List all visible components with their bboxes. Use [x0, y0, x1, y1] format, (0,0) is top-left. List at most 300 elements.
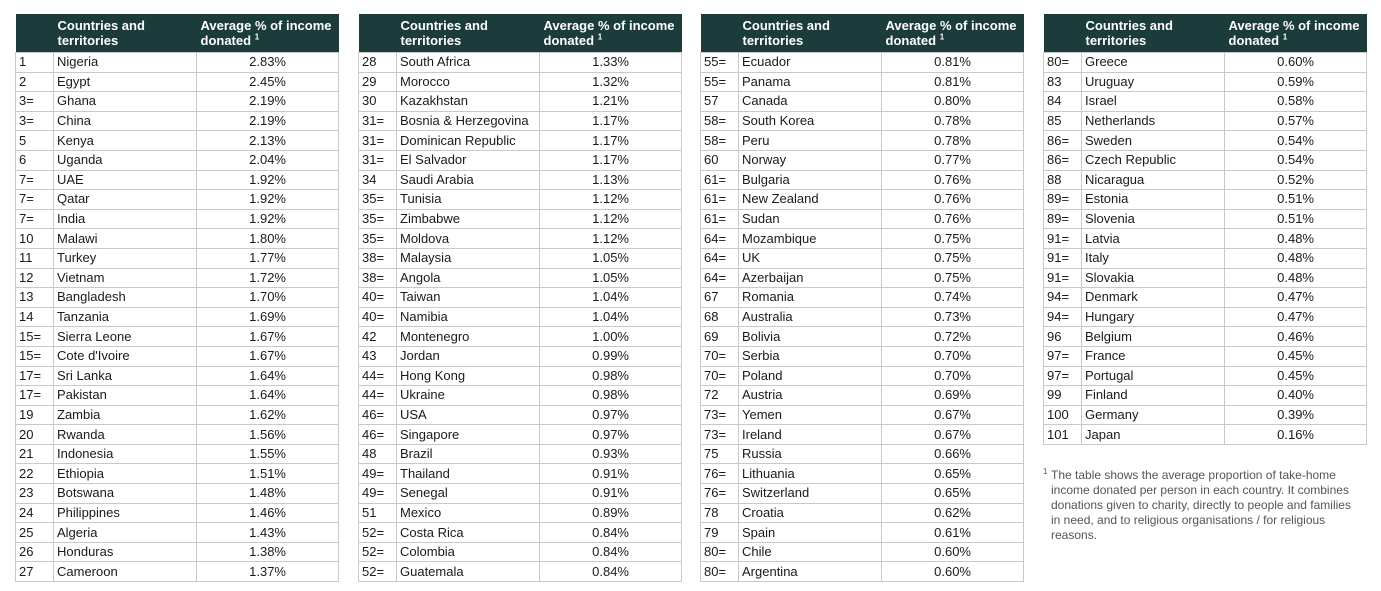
country-cell: Argentina — [739, 562, 882, 582]
value-cell: 2.45% — [197, 72, 339, 92]
value-cell: 1.05% — [540, 268, 682, 288]
country-cell: Mexico — [397, 503, 540, 523]
value-cell: 0.91% — [540, 484, 682, 504]
table-row — [1044, 190, 1367, 210]
country-cell: India — [54, 209, 197, 229]
value-cell: 1.13% — [540, 170, 682, 190]
table-row — [701, 268, 1024, 288]
table-row — [701, 131, 1024, 151]
value-cell: 0.97% — [540, 425, 682, 445]
rank-cell: 25 — [16, 523, 54, 543]
table-row — [359, 53, 682, 73]
rank-cell: 57 — [701, 92, 739, 112]
table-row — [359, 288, 682, 308]
rank-cell: 3= — [16, 111, 54, 131]
value-cell: 1.48% — [197, 484, 339, 504]
country-cell: Saudi Arabia — [397, 170, 540, 190]
rank-cell: 55= — [701, 53, 739, 73]
value-cell: 2.19% — [197, 111, 339, 131]
rank-cell: 96 — [1044, 327, 1082, 347]
country-cell: Czech Republic — [1082, 150, 1225, 170]
table-row — [16, 248, 339, 268]
country-cell: Sweden — [1082, 131, 1225, 151]
table-row — [16, 170, 339, 190]
value-cell: 0.81% — [882, 72, 1024, 92]
rank-cell: 73= — [701, 405, 739, 425]
rank-cell: 94= — [1044, 307, 1082, 327]
country-cell: New Zealand — [739, 190, 882, 210]
country-cell: Brazil — [397, 444, 540, 464]
value-cell: 0.77% — [882, 150, 1024, 170]
country-header — [397, 14, 540, 53]
value-cell: 0.67% — [882, 405, 1024, 425]
country-cell: Ghana — [54, 92, 197, 112]
country-cell: Montenegro — [397, 327, 540, 347]
value-cell: 1.69% — [197, 307, 339, 327]
country-cell: Israel — [1082, 92, 1225, 112]
rank-cell: 6 — [16, 150, 54, 170]
rank-cell: 61= — [701, 170, 739, 190]
value-cell: 0.60% — [1225, 53, 1367, 73]
country-cell: Uruguay — [1082, 72, 1225, 92]
table-row — [359, 503, 682, 523]
table-row — [701, 53, 1024, 73]
value-cell: 0.99% — [540, 346, 682, 366]
country-cell: Sudan — [739, 209, 882, 229]
table-row — [1044, 288, 1367, 308]
value-cell: 0.60% — [882, 562, 1024, 582]
country-cell: Moldova — [397, 229, 540, 249]
value-cell: 1.77% — [197, 248, 339, 268]
country-cell: Malaysia — [397, 248, 540, 268]
rank-cell: 70= — [701, 346, 739, 366]
table-row — [16, 92, 339, 112]
rank-cell: 43 — [359, 346, 397, 366]
table-row — [1044, 268, 1367, 288]
country-cell: Azerbaijan — [739, 268, 882, 288]
rank-cell: 89= — [1044, 209, 1082, 229]
value-cell: 0.80% — [882, 92, 1024, 112]
rank-cell: 13 — [16, 288, 54, 308]
table-row — [359, 131, 682, 151]
value-cell: 0.75% — [882, 268, 1024, 288]
rank-cell: 14 — [16, 307, 54, 327]
country-cell: Nigeria — [54, 53, 197, 73]
table-row — [16, 229, 339, 249]
value-cell: 0.54% — [1225, 131, 1367, 151]
value-cell: 1.05% — [540, 248, 682, 268]
value-cell: 0.91% — [540, 464, 682, 484]
country-cell: Canada — [739, 92, 882, 112]
rank-cell: 17= — [16, 386, 54, 406]
rank-header — [1044, 14, 1082, 53]
value-cell: 1.70% — [197, 288, 339, 308]
rank-cell: 72 — [701, 386, 739, 406]
country-cell: Angola — [397, 268, 540, 288]
rank-cell: 52= — [359, 562, 397, 582]
rank-cell: 46= — [359, 405, 397, 425]
country-cell: Finland — [1082, 386, 1225, 406]
value-cell: 0.89% — [540, 503, 682, 523]
value-cell: 2.19% — [197, 92, 339, 112]
ranking-table-4 — [1043, 14, 1367, 445]
value-cell: 0.47% — [1225, 307, 1367, 327]
country-cell: Slovenia — [1082, 209, 1225, 229]
rank-cell: 24 — [16, 503, 54, 523]
country-cell: Portugal — [1082, 366, 1225, 386]
rank-cell: 7= — [16, 190, 54, 210]
rank-cell: 99 — [1044, 386, 1082, 406]
country-cell: Japan — [1082, 425, 1225, 445]
value-cell: 0.84% — [540, 562, 682, 582]
header-row — [1044, 14, 1367, 53]
rank-cell: 88 — [1044, 170, 1082, 190]
table-row — [701, 209, 1024, 229]
country-cell: Pakistan — [54, 386, 197, 406]
table-row — [16, 366, 339, 386]
value-cell: 1.17% — [540, 131, 682, 151]
table-row — [701, 366, 1024, 386]
rank-cell: 75 — [701, 444, 739, 464]
value-cell: 1.55% — [197, 444, 339, 464]
value-cell: 1.67% — [197, 346, 339, 366]
rank-cell: 91= — [1044, 229, 1082, 249]
rank-cell: 28 — [359, 53, 397, 73]
table-row — [359, 523, 682, 543]
country-header-label: Countries and territories — [57, 18, 145, 48]
table-row — [16, 327, 339, 347]
country-cell: Honduras — [54, 542, 197, 562]
value-cell: 0.54% — [1225, 150, 1367, 170]
footnote-reference: 1 — [1282, 32, 1288, 42]
rank-cell: 40= — [359, 307, 397, 327]
country-cell: Indonesia — [54, 444, 197, 464]
country-cell: Greece — [1082, 53, 1225, 73]
ranking-table-1 — [15, 14, 339, 582]
rank-cell: 7= — [16, 209, 54, 229]
rank-cell: 69 — [701, 327, 739, 347]
country-cell: Panama — [739, 72, 882, 92]
table-row — [16, 209, 339, 229]
rank-cell: 91= — [1044, 268, 1082, 288]
rank-cell: 30 — [359, 92, 397, 112]
table-row — [701, 190, 1024, 210]
table-row — [359, 229, 682, 249]
value-cell: 0.70% — [882, 366, 1024, 386]
rank-cell: 38= — [359, 248, 397, 268]
rank-cell: 85 — [1044, 111, 1082, 131]
table-row — [1044, 150, 1367, 170]
value-cell: 0.40% — [1225, 386, 1367, 406]
value-cell: 0.81% — [882, 53, 1024, 73]
country-cell: France — [1082, 346, 1225, 366]
rank-cell: 76= — [701, 464, 739, 484]
rank-cell: 44= — [359, 386, 397, 406]
table-row — [1044, 405, 1367, 425]
table-row — [359, 464, 682, 484]
value-cell: 0.48% — [1225, 268, 1367, 288]
country-cell: Austria — [739, 386, 882, 406]
country-cell: Hungary — [1082, 307, 1225, 327]
table-row — [359, 268, 682, 288]
table-row — [16, 288, 339, 308]
table-row — [16, 72, 339, 92]
country-cell: Uganda — [54, 150, 197, 170]
value-cell: 0.69% — [882, 386, 1024, 406]
table-row — [359, 542, 682, 562]
table-row — [359, 111, 682, 131]
ranking-table-2 — [358, 14, 682, 582]
table-row — [1044, 366, 1367, 386]
rank-cell: 97= — [1044, 346, 1082, 366]
table-row — [16, 53, 339, 73]
table-row — [701, 229, 1024, 249]
value-cell: 0.62% — [882, 503, 1024, 523]
table-row — [701, 170, 1024, 190]
country-cell: Philippines — [54, 503, 197, 523]
rank-cell: 101 — [1044, 425, 1082, 445]
table-row — [16, 562, 339, 582]
table-row — [16, 503, 339, 523]
table-row — [701, 444, 1024, 464]
table-row — [701, 327, 1024, 347]
rank-cell: 60 — [701, 150, 739, 170]
country-cell: Singapore — [397, 425, 540, 445]
value-cell: 0.78% — [882, 131, 1024, 151]
header-row — [359, 14, 682, 53]
country-cell: Peru — [739, 131, 882, 151]
value-cell: 0.66% — [882, 444, 1024, 464]
rank-cell: 31= — [359, 150, 397, 170]
header-row — [701, 14, 1024, 53]
table-row — [1044, 327, 1367, 347]
country-cell: Botswana — [54, 484, 197, 504]
country-header-label: Countries and territories — [400, 18, 488, 48]
country-cell: Mozambique — [739, 229, 882, 249]
country-cell: Romania — [739, 288, 882, 308]
rank-cell: 76= — [701, 484, 739, 504]
table-row — [1044, 346, 1367, 366]
value-cell: 0.76% — [882, 209, 1024, 229]
table-row — [701, 464, 1024, 484]
value-header — [882, 14, 1024, 53]
rank-cell: 35= — [359, 190, 397, 210]
table-row — [1044, 131, 1367, 151]
value-cell: 0.45% — [1225, 346, 1367, 366]
table-row — [1044, 307, 1367, 327]
rank-cell: 7= — [16, 170, 54, 190]
country-cell: Malawi — [54, 229, 197, 249]
rank-header — [701, 14, 739, 53]
rank-cell: 97= — [1044, 366, 1082, 386]
table-row — [359, 484, 682, 504]
rank-cell: 91= — [1044, 248, 1082, 268]
rank-cell: 42 — [359, 327, 397, 347]
country-cell: Bolivia — [739, 327, 882, 347]
rank-cell: 80= — [701, 542, 739, 562]
table-row — [359, 366, 682, 386]
table-row — [1044, 386, 1367, 406]
value-cell: 0.76% — [882, 170, 1024, 190]
value-cell: 0.58% — [1225, 92, 1367, 112]
country-cell: Thailand — [397, 464, 540, 484]
value-cell: 0.46% — [1225, 327, 1367, 347]
rank-cell: 52= — [359, 542, 397, 562]
rank-cell: 11 — [16, 248, 54, 268]
value-cell: 0.52% — [1225, 170, 1367, 190]
value-header-label: Average % of income donated — [1228, 18, 1360, 48]
value-cell: 1.32% — [540, 72, 682, 92]
country-header — [739, 14, 882, 53]
rank-cell: 61= — [701, 190, 739, 210]
country-cell: Cote d'Ivoire — [54, 346, 197, 366]
value-cell: 0.59% — [1225, 72, 1367, 92]
value-cell: 1.46% — [197, 503, 339, 523]
table-row — [16, 268, 339, 288]
table-row — [701, 425, 1024, 445]
value-cell: 0.47% — [1225, 288, 1367, 308]
country-cell: UAE — [54, 170, 197, 190]
value-cell: 0.76% — [882, 190, 1024, 210]
value-cell: 1.33% — [540, 53, 682, 73]
country-cell: Turkey — [54, 248, 197, 268]
table-row — [701, 72, 1024, 92]
rank-cell: 64= — [701, 268, 739, 288]
rank-cell: 26 — [16, 542, 54, 562]
table-row — [1044, 92, 1367, 112]
table-row — [701, 405, 1024, 425]
country-cell: Sierra Leone — [54, 327, 197, 347]
table-row — [701, 484, 1024, 504]
rank-cell: 35= — [359, 229, 397, 249]
table-row — [1044, 53, 1367, 73]
value-cell: 0.48% — [1225, 229, 1367, 249]
table-row — [701, 150, 1024, 170]
rank-cell: 70= — [701, 366, 739, 386]
table-row — [359, 248, 682, 268]
table-row — [701, 288, 1024, 308]
value-cell: 0.48% — [1225, 248, 1367, 268]
country-cell: Senegal — [397, 484, 540, 504]
value-cell: 1.92% — [197, 209, 339, 229]
country-cell: Algeria — [54, 523, 197, 543]
country-cell: Colombia — [397, 542, 540, 562]
value-cell: 1.80% — [197, 229, 339, 249]
table-row — [16, 307, 339, 327]
value-cell: 0.97% — [540, 405, 682, 425]
rank-cell: 20 — [16, 425, 54, 445]
country-cell: South Africa — [397, 53, 540, 73]
rank-cell: 58= — [701, 111, 739, 131]
rank-cell: 78 — [701, 503, 739, 523]
country-cell: Nicaragua — [1082, 170, 1225, 190]
rank-cell: 17= — [16, 366, 54, 386]
rank-cell: 48 — [359, 444, 397, 464]
country-cell: South Korea — [739, 111, 882, 131]
value-cell: 2.13% — [197, 131, 339, 151]
rank-cell: 73= — [701, 425, 739, 445]
country-cell: Serbia — [739, 346, 882, 366]
country-cell: Rwanda — [54, 425, 197, 445]
country-header — [1082, 14, 1225, 53]
value-cell: 1.64% — [197, 366, 339, 386]
country-cell: Sri Lanka — [54, 366, 197, 386]
table-row — [359, 327, 682, 347]
rank-cell: 1 — [16, 53, 54, 73]
rank-cell: 100 — [1044, 405, 1082, 425]
table-row — [16, 190, 339, 210]
country-cell: Italy — [1082, 248, 1225, 268]
country-cell: Germany — [1082, 405, 1225, 425]
rank-cell: 80= — [1044, 53, 1082, 73]
value-cell: 1.21% — [540, 92, 682, 112]
value-cell: 1.17% — [540, 150, 682, 170]
rank-cell: 68 — [701, 307, 739, 327]
value-cell: 0.98% — [540, 366, 682, 386]
value-cell: 0.16% — [1225, 425, 1367, 445]
value-cell: 0.67% — [882, 425, 1024, 445]
table-row — [1044, 229, 1367, 249]
rank-cell: 15= — [16, 327, 54, 347]
table-row — [1044, 170, 1367, 190]
value-cell: 0.73% — [882, 307, 1024, 327]
country-cell: El Salvador — [397, 150, 540, 170]
table-row — [359, 72, 682, 92]
rank-cell: 21 — [16, 444, 54, 464]
value-cell: 1.62% — [197, 405, 339, 425]
rank-cell: 58= — [701, 131, 739, 151]
value-cell: 1.51% — [197, 464, 339, 484]
value-cell: 0.39% — [1225, 405, 1367, 425]
value-header-label: Average % of income donated — [200, 18, 332, 48]
rank-cell: 80= — [701, 562, 739, 582]
country-cell: Netherlands — [1082, 111, 1225, 131]
value-cell: 0.72% — [882, 327, 1024, 347]
table-row — [16, 523, 339, 543]
value-cell: 0.65% — [882, 484, 1024, 504]
table-row — [359, 425, 682, 445]
table-row — [359, 562, 682, 582]
rank-cell: 5 — [16, 131, 54, 151]
table-row — [359, 307, 682, 327]
value-header — [1225, 14, 1367, 53]
footnote-reference: 1 — [254, 32, 260, 42]
table-row — [1044, 248, 1367, 268]
country-cell: USA — [397, 405, 540, 425]
rank-cell: 94= — [1044, 288, 1082, 308]
rank-cell: 44= — [359, 366, 397, 386]
rank-header — [359, 14, 397, 53]
country-cell: Jordan — [397, 346, 540, 366]
country-header-label: Countries and territories — [742, 18, 830, 48]
rank-cell: 23 — [16, 484, 54, 504]
value-cell: 0.75% — [882, 248, 1024, 268]
country-cell: Slovakia — [1082, 268, 1225, 288]
value-header-label: Average % of income donated — [543, 18, 675, 48]
rank-cell: 27 — [16, 562, 54, 582]
rank-cell: 52= — [359, 523, 397, 543]
table-row — [16, 484, 339, 504]
rank-cell: 89= — [1044, 190, 1082, 210]
country-cell: Russia — [739, 444, 882, 464]
footnote: 1 The table shows the average proportion of take-home income donated per person in each country. It combines donations given to charity, directly to people and families in need, and to religious organisations / for religious reasons. — [1043, 467, 1351, 542]
country-cell: Tunisia — [397, 190, 540, 210]
country-cell: Bangladesh — [54, 288, 197, 308]
rank-cell: 83 — [1044, 72, 1082, 92]
table-row — [359, 190, 682, 210]
value-cell: 1.92% — [197, 190, 339, 210]
table-row — [701, 542, 1024, 562]
